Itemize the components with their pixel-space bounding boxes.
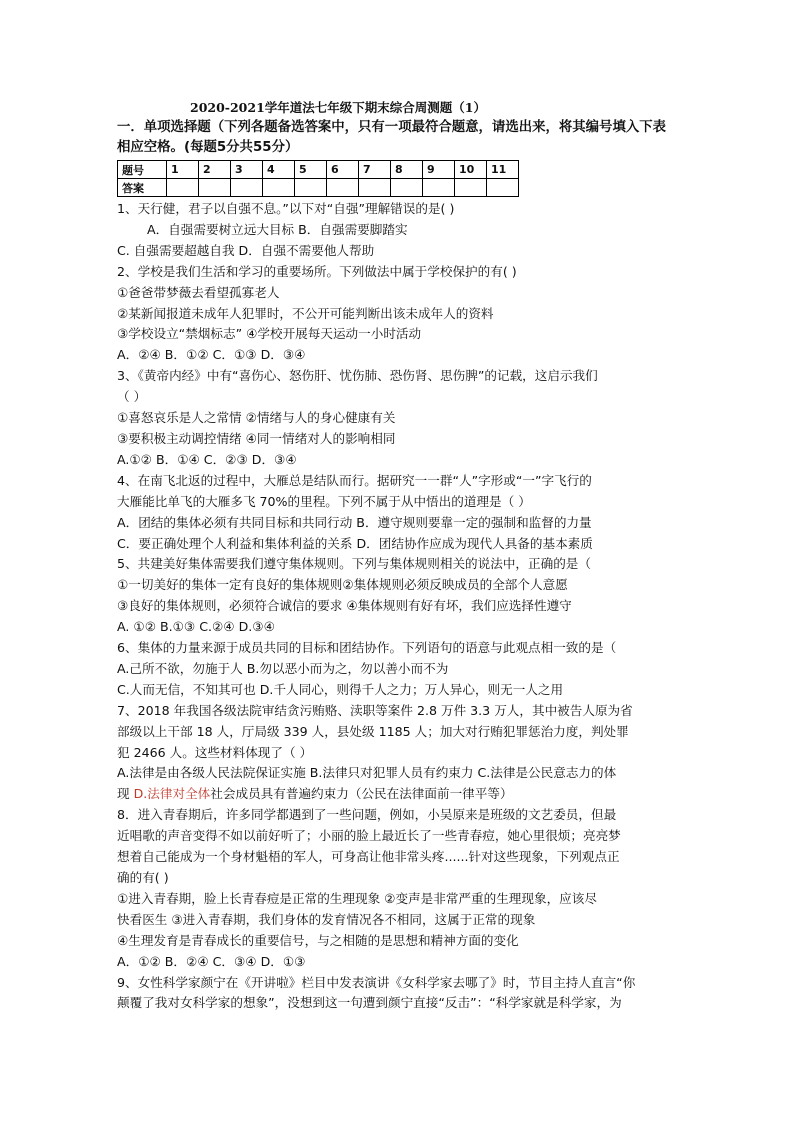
answer-cell[interactable] [391,179,423,197]
question-number-cell: 11 [487,161,519,179]
question-3-options: A.①② B．①④ C．②③ D．③④ [117,451,297,467]
question-3-stem: 3、《黄帝内经》中有“喜伤心、怒伤肝、忧伤肺、恐伤肾、思伤脾”的记载，这启示我们 [117,368,598,384]
question-5-item: ③良好的集体规则，必须符合诚信的要求 ④集体规则有好有坏，我们应选择性遵守 [117,598,572,614]
table-row [118,161,519,179]
question-6-options-cd: C.人而无信，不知其可也 D.千人同心，则得千人之力；万人异心，则无一人之用 [117,681,564,697]
question-6-options-ab: A.己所不欲，勿施于人 B.勿以恶小而为之，勿以善小而不为 [117,660,449,676]
question-number-cell: 1 [167,161,199,179]
question-5-stem: 5、共建美好集体需要我们遵守集体规则。下列与集体规则相关的说法中，正确的是（ [117,556,591,572]
table-row [118,179,519,197]
question-number-cell: 2 [199,161,231,179]
question-8-item: ④生理发育是青春成长的重要信号，与之相随的是思想和精神方面的变化 [117,932,519,948]
question-3-stem-cont: （ ） [117,389,147,405]
question-8-stem: 8．进入青春期后，许多同学都遇到了一些问题，例如，小吴原来是班级的文艺委员，但最 [117,807,617,823]
question-8-options: A．①② B．②④ C．③④ D．①③ [117,953,306,969]
section-heading: 一．单项选择题（下列各题备选答案中，只有一项最符合题意，请选出来，将其编号填入下表相应空格。(每题5分共55分） [117,120,667,155]
question-2-item: ②某新闻报道未成年人犯罪时，不公开可能判断出该未成年人的资料 [117,305,494,321]
question-8-item: ①进入青春期，脸上长青春痘是正常的生理现象 ②变声是非常严重的生理现象，应该尽 [117,890,597,906]
answer-cell[interactable] [231,179,263,197]
question-2-options: A．②④ B．①② C．①③ D．③④ [117,347,306,363]
answer-cell[interactable] [359,179,391,197]
question-number-cell: 10 [455,161,487,179]
question-6-stem: 6、集体的力量来源于成员共同的目标和团结协作。下列语句的语意与此观点相一致的是（ [117,640,617,656]
question-1-options-cd: C. 自强需要超越自我 D．自强不需要他人帮助 [117,242,375,258]
page-title: 2020-2021学年道法七年级下期末综合周测题（1） [190,100,486,115]
question-9-stem-cont: 颠覆了我对女科学家的想象”，没想到这一句遭到颜宁直接“反击”：“科学家就是科学家，为 [117,995,622,1011]
answer-cell[interactable] [487,179,519,197]
question-3-item: ③要积极主动调控情绪 ④同一情绪对人的影响相同 [117,430,396,446]
answer-cell[interactable] [199,179,231,197]
answer-row-label: 答案 [118,179,167,197]
question-number-cell: 7 [359,161,391,179]
question-7-stem: 7、2018 年我国各级法院审结贪污贿赂、渎职等案件 2.8 万件 3.3 万人，其中被告人原为省 [117,702,633,718]
option-continuation: 现 [117,786,134,802]
question-4-stem-cont: 大雁能比单飞的大雁多飞 70%的里程。下列不属于从中悟出的道理是（ ） [117,493,531,509]
highlighted-option-d: D.法律对全体 [133,786,211,802]
question-7-stem-cont: 部级以上干部 18 人，厅局级 339 人，县处级 1185 人；加大对行贿犯罪惩治力度，判处罪 [117,723,629,739]
option-d-rest: 社会成员具有普遍约束力（公民在法律面前一律平等） [210,786,513,802]
answer-cell[interactable] [455,179,487,197]
question-8-stem-cont: 确的有( ) [117,870,169,885]
question-8-item: 快看医生 ③进入青春期，我们身体的发育情况各不相同，这属于正常的现象 [117,911,536,927]
question-4-stem: 4、在南飞北返的过程中，大雁总是结队而行。据研究一一群“人”字形或“一”字飞行的 [117,472,592,488]
table-header-label: 题号 [118,161,167,179]
answer-cell[interactable] [327,179,359,197]
question-8-stem-cont: 近唱歌的声音变得不如以前好听了；小丽的脸上最近长了一些青春痘，她心里很烦；亮亮梦 [117,828,621,844]
question-number-cell: 5 [295,161,327,179]
question-1-stem: 1、天行健，君子以自强不息。”以下对“自强”理解错误的是( ) [117,201,455,216]
question-number-cell: 8 [391,161,423,179]
question-number-cell: 6 [327,161,359,179]
exam-page [117,98,677,1014]
answer-cell[interactable] [295,179,327,197]
question-7-options: A.法律是由各级人民法院保证实施 B.法律只对犯罪人员有约束力 C.法律是公民意志力的体 [117,765,617,781]
answer-cell[interactable] [423,179,455,197]
question-5-item: ①一切美好的集体一定有良好的集体规则②集体规则必须反映成员的全部个人意愿 [117,577,568,593]
answer-cell[interactable] [263,179,295,197]
question-number-cell: 3 [231,161,263,179]
question-number-cell: 9 [423,161,455,179]
question-7-stem-cont: 犯 2466 人。这些材料体现了（ ） [117,744,313,760]
question-4-options-ab: A．团结的集体必须有共同目标和共同行动 B．遵守规则要靠一定的强制和监督的力量 [117,514,592,530]
question-2-item: ③学校设立“禁烟标志” ④学校开展每天运动一小时活动 [117,326,422,342]
question-3-item: ①喜怒哀乐是人之常情 ②情绪与人的身心健康有关 [117,410,396,426]
question-1-options-ab: A．自强需要树立远大目标 B．自强需要脚踏实 [147,221,408,237]
question-number-cell: 4 [263,161,295,179]
answer-cell[interactable] [167,179,199,197]
answer-table [117,160,519,197]
question-9-stem: 9、女性科学家颜宁在《开讲啦》栏目中发表演讲《女科学家去哪了》时，节目主持人直言“你 [117,974,636,990]
question-7-options-cont [117,784,677,805]
question-5-options: A. ①② B.①③ C.②④ D.③④ [117,619,275,635]
question-2-item: ①爸爸带梦薇去看望孤寡老人 [117,284,280,300]
question-2-stem: 2、学校是我们生活和学习的重要场所。下列做法中属于学校保护的有( ) [117,263,517,279]
question-4-options-cd: C．要正确处理个人利益和集体利益的关系 D．团结协作应成为现代人具备的基本素质 [117,535,593,551]
question-8-stem-cont: 想着自己能成为一个身材魁梧的军人，可身高让他非常头疼......针对这些现象，下列观点正 [117,849,620,865]
